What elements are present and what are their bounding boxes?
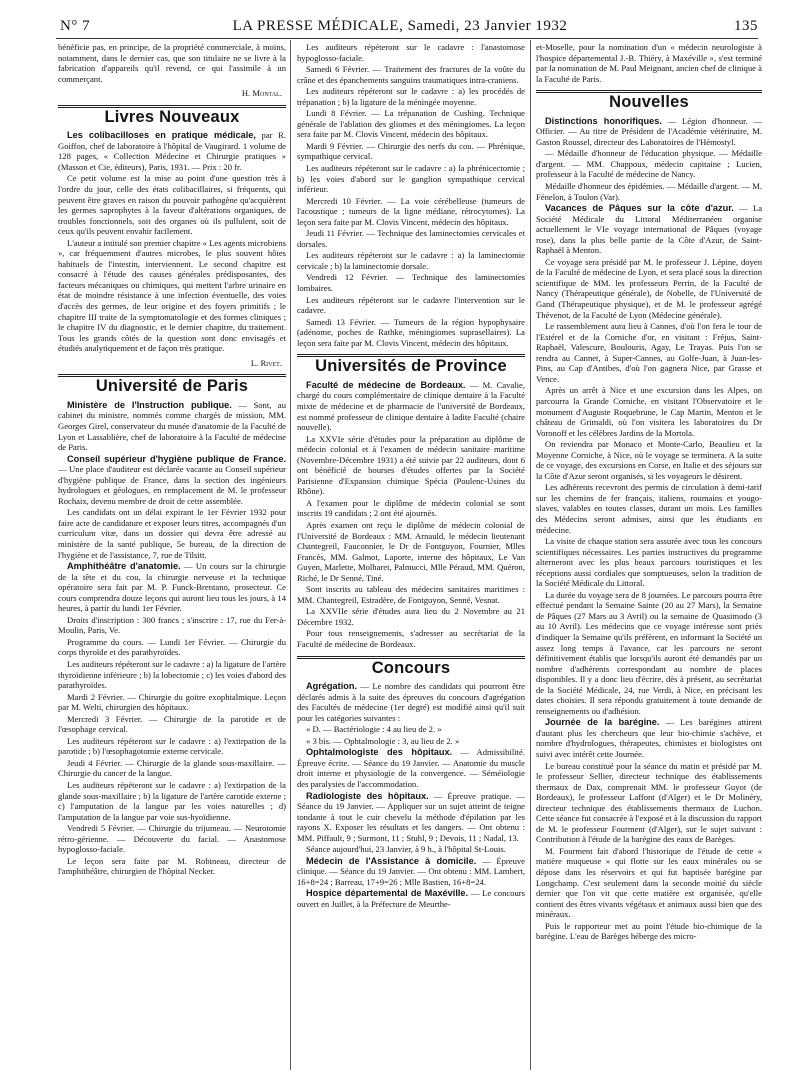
paragraph bbox=[536, 116, 762, 148]
section-title-nouvelles: Nouvelles bbox=[609, 93, 689, 112]
paragraph-text: — Épreuve clinique. — Séance du 19 Janvier. — Ont obtenu : MM. Lambert, 16+8=24 ; Barreau, 17+9=26 ; Mlle Bastien, 16+8=24. bbox=[297, 855, 525, 887]
paragraph-lead: Journée de la barégine. bbox=[545, 717, 660, 728]
paragraph: Les auditeurs répéteront sur le cadavre : a) l'extirpation de la glande sous-maxillaire ; b) la ligature de l'artère carotide externe ; c) l'amputation de la langue par les voies naturelles ; d) l'amputation de la langue par voie sus-hyoïdienne. bbox=[58, 780, 286, 822]
paragraph-lead: Ministère de l'Instruction publique. bbox=[67, 399, 232, 410]
paragraph: « D. — Bactériologie : 4 au lieu de 2. » bbox=[306, 724, 442, 735]
paragraph: et-Moselle, pour la nomination d'un « médecin neurologiste à l'hospice départemental J.-B. Thiéry, à Maxéville », s'est terminé par la nomination de M. Paul Meignant, ancien chef de clinique à la Faculté de Paris. bbox=[536, 42, 762, 84]
paragraph: Les adhérents recevront des permis de circulation à demi-tarif sur les chemins de fer français, italiens, roumains et yougo-slaves, valables en toutes classes, durant un mois. Les familles des Médecins seront admises, ainsi que les étudiants en médecine. bbox=[536, 482, 762, 535]
paragraph: bénéficie pas, en principe, de la propriété commerciale, à moins, notamment, dans le dernier cas, que son titulaire ne se livre à la fabrication d'appareils qu'il revend, ce qui l'assimile à un commerçant. bbox=[58, 42, 286, 84]
paragraph: Le rassemblement aura lieu à Cannes, d'où l'on fera le tour de l'Estérel et de la Corniche d'or, en visitant : Fréjus, Saint-Raphaël, Valescure, Boulouris, Agay, Le Trayas. Puis l'on se rendra au Cannet, à Super-Cannes, au Golfe-Juan, à Juan-les-Pins, au Cap d'Antibes, d'où l'on gagnera Nice, par Grasse et Vence. bbox=[536, 321, 762, 384]
issue-number: N° 7 bbox=[60, 18, 91, 34]
paragraph: Les candidats ont un délai expirant le 1er Février 1932 pour faire acte de candidature et exposer leurs titres, accompagnés d'un curriculum vitæ, dans un dossier qui devra être adressé au ministère de la santé publique, 5e bureau, de la direction de l'hygiène et de l'assistance, 7, rue de Tilsitt. bbox=[58, 507, 286, 560]
column-3 bbox=[536, 42, 762, 1072]
author-signature: H. Montal. bbox=[241, 88, 282, 99]
paragraph bbox=[297, 380, 525, 433]
paragraph: Mercredi 3 Février. — Chirurgie de la parotide et de l'œsophage cervical. bbox=[58, 713, 286, 735]
paragraph: La XXVIIe série d'études aura lieu du 2 Novembre au 21 Décembre 1932. bbox=[297, 606, 525, 627]
paragraph-lead: Conseil supérieur d'hygiène publique de France. bbox=[67, 453, 286, 464]
paragraph bbox=[297, 856, 525, 888]
paragraph-text: — M. Cavalie, chargé du cours complémentaire de clinique dentaire à la Faculté mixte de médecine et de pharmacie de l'université de Bordeaux, est nommé professeur de clinique dentaire à ladite Faculté (chaire nouvelle). bbox=[297, 379, 525, 433]
section-title-concours: Concours bbox=[371, 658, 451, 677]
paragraph-text: — Le nombre des candidats qui pourront être déclarés admis à la suite des épreuves du concours d'agrégation des Facultés de médecine (1er degré) est modifié ainsi qu'il suit pour les catégories suivantes : bbox=[297, 681, 525, 723]
paragraph: Droits d'inscription : 300 francs ; s'inscrire : 17, rue du Fer-à-Moulin, Paris, Ve. bbox=[58, 614, 286, 636]
paragraph: La visite de chaque station sera assurée avec tous les concours scientifiques nécessaires. Les parties instructives du programme alterneront avec les plus beaux parcours touristiques et les réceptions aussi cordiales que somptueuses, selon la tradition de la Société Médicale du Littoral. bbox=[536, 536, 762, 589]
paragraph-text: — Une place d'auditeur est déclarée vacante au Conseil supérieur d'hygiène publique de France, dans la section des ingénieurs hydrologues et géologues, en remplacement de M. le professeur Rochaix, devenu membre de droit de cette assemblée. bbox=[58, 464, 286, 506]
paragraph: Ce petit volume est la mise au point d'une question très à l'ordre du jour, celle des états colibacillaires, si fréquents, qui peuvent être graves en raison du pouvoir pathogène qu'acquièrent les germes saprophytes à la faveur d'altérations organiques, de troubles fonctionnels, soit des organes où ils pullulent, soit de ceux qu'ils peuvent envahir facilement. bbox=[58, 173, 286, 237]
paragraph: Mardi 9 Février. — Chirurgie des nerfs du cou. — Phrénique, sympathique cervical. bbox=[297, 140, 525, 162]
paragraph-lead: Hospice départemental de Maxéville. bbox=[306, 888, 469, 899]
paragraph: Les auditeurs répéteront sur le cadavre : a) la ligature de l'artère thyroïdienne inférieure ; b) la lobectomie ; c) les voies d'abord des parathyroïdes. bbox=[58, 658, 286, 691]
paragraph-text: — Les barégines attirent d'autant plus les chercheurs que leur bio-chimie s'achève, et nombre d'hydrologues, thérapeutes, chimistes et biologistes ont suivi avec intérêt cette Journée. bbox=[536, 717, 762, 759]
author-signature: L. Rivet. bbox=[250, 357, 282, 368]
paragraph: Programme du cours. — Lundi 1er Février. — Chirurgie du corps thyroïde et des parathyroïdes. bbox=[58, 636, 286, 658]
paragraph: Les auditeurs répéteront sur le cadavre : l'anastomose hypoglosso-faciale. bbox=[297, 42, 525, 63]
paragraph: Lundi 8 Février. — La trépanation de Cushing. Technique générale de l'ablation des gliomes et des méningiomes. La leçon sera faite par M. Clovis Vincent, médecin des hôpitaux. bbox=[297, 108, 525, 140]
paragraph bbox=[58, 130, 286, 172]
paragraph: Sont inscrits au tableau des médecins sanitaires maritimes : MM. Chantegreil, Estradère, de Fontguyon, Senné, Vesnat. bbox=[297, 584, 525, 605]
paragraph: Samedi 13 Février. — Tumeurs de la région hypophysaire (adénome, poches de Rathke, méningiomes suprasellaires). La leçon sera faite par M. Clovis Vincent, médecin des hôpitaux. bbox=[297, 316, 525, 348]
section-title-province: Universités de Province bbox=[315, 357, 507, 376]
paragraph bbox=[297, 747, 525, 789]
paragraph bbox=[297, 888, 525, 909]
paragraph: Les auditeurs répéteront sur le cadavre : a) l'extirpation de la parotide ; b) l'œsophagotomie externe cervicale. bbox=[58, 735, 286, 757]
paragraph: Le bureau constitué pour la séance du matin et présidé par M. le professeur Sellier, directeur technique des établissements thermaux de Dax, comprenait MM. le professeur Guyot (de Bordeaux), le professeur Laffont (d'Alger) et le Dr Molinéry, directeur technique des établissements thermaux de Luchon. Cette séance fut consacrée à l'exposé et à la discussion du rapport de M. le professeur Fourment (d'Alger), sur le sujet suivant : Contribution à l'étude de la barégine des eaux de Barèges. bbox=[536, 760, 762, 845]
paragraph-text: — Légion d'honneur. — Officier. — Au titre de Président de l'Académie vétérinaire, M. Gaston Roussel, directeur des Laboratoires de l'Hémostyl. bbox=[536, 115, 762, 147]
paragraph-text: — Admissibilité. Épreuve écrite. — Séance du 19 Janvier. — Anatomie du muscle droit interne et physiologie de la convergence. — Séméiologie des paralysies de l'accommodation. bbox=[297, 747, 525, 789]
paragraph bbox=[536, 203, 762, 256]
paragraph-text: — Un cours sur la chirurgie de la tête et du cou, la chirurgie nerveuse et la technique opératoire sera fait par M. P. Funck-Brentano, prosecteur. Ce cours comprendra douze leçons qui auront lieu tous les jours, à 14 heures, à partir du lundi 1er Février. bbox=[58, 561, 286, 614]
paragraph: La durée du voyage sera de 8 journées. Le parcours pourra être effectué pendant la Semaine Sainte (20 au 27 Mars), la Semaine de Pâques (27 Mars au 3 Avril) ou la semaine de Quasimodo (3 au 10 Avril). Les médecins que ce voyage intéresse sont priés d'indiquer la Semaine qu'ils préfèrent, en informant la Société un assez long temps à l'avance, car les parcours ne seront définitivement établis que lorsqu'ils auront été demandés par un nombre d'adhérents correspondant au nombre de places disponibles. Il y a donc lieu d'écrire, dès à présent, au secrétariat de la Société Médicale, 24, rue Verdi, à Nice, en précisant les dates choisies. Il sera répondu gratuitement à toute demande de renseignements ou d'adhésion. bbox=[536, 589, 762, 716]
paragraph-lead: Les colibacilloses en pratique médicale, bbox=[67, 130, 256, 141]
paragraph-lead: Faculté de médecine de Bordeaux. bbox=[306, 379, 466, 390]
paragraph: Après examen ont reçu le diplôme de médecin colonial de l'Université de Bordeaux : MM. Arnauld, le médecin lieutenant Chantegreil, Fauconnier, le Dr de Fontguyon, Fournier, Mlles Francès, MM. Galmot, Laporte, interne des hôpitaux, Le Van Guyen, Marlette, Molharet, Palmucci, Mlle Péraud, MM. Quéron, Riché, le Dr Senné, Tiné. bbox=[297, 519, 525, 583]
paragraph: Le leçon sera faite par M. Robineau, directeur de l'amphithéâtre, chirurgien de l'hôpital Necker. bbox=[58, 855, 286, 877]
paragraph: Ce voyage sera présidé par M. le professeur J. Lépine, doyen de la Faculté de médecine de Lyon, et sera placé sous la direction scientifique de MM. les professeurs Perrin, de la Faculté de Nancy (Thérapeutique générale), de Nobelle, de l'Université de Gand (Thérapeutique physique), et de M. le professeur agrégé Thévenot, de la Faculté de Lyon (Médecine générale). bbox=[536, 256, 762, 320]
paragraph-text: par R. Goiffon, chef de laboratoire à l'hôpital de Vaugirard. 1 volume de 128 pages, « Collection Médecine et Chirurgie pratiques » (Masson et Cie, éditeurs), Paris, 1931. — Prix : 20 fr. bbox=[58, 130, 286, 172]
paragraph-text: — La Société Médicale du Littoral Méditerranéen organise actuellement le VIe voyage international de Pâques (voyage rose), dans la plus belle partie de la Côte d'Azur, de Saint-Raphaël à Menton. bbox=[536, 203, 762, 256]
paragraph: La XXVIe série d'études pour la préparation au diplôme de médecin colonial et à l'examen de médecin sanitaire maritime (Novembre-Décembre 1931) a été suivie par 22 auditeurs, dont 6 ont bénéficié de bourses d'études offertes par la Société Parisienne d'Expansion chimique Spécia (Poulenc-Usines du Rhône). bbox=[297, 433, 525, 497]
paragraph bbox=[536, 717, 762, 759]
column-separator bbox=[530, 40, 531, 1070]
paragraph bbox=[297, 681, 525, 723]
paragraph: Puis le rapporteur met au point l'étude bio-chimique de la barégine. L'eau de Barèges héberge des micro- bbox=[536, 920, 762, 942]
paragraph: On reviendra par Monaco et Monte-Carlo, Beaulieu et la Moyenne Corniche, à Nice, où le voyage se terminera. A la suite de ce voyage, des excursions en Corse, en Italie et des séjours sur la Côte d'Azur seront organisés, si les voyageurs le désirent. bbox=[536, 439, 762, 481]
section-title-livres: Livres Nouveaux bbox=[104, 107, 240, 126]
paragraph: Médaille d'honneur des épidémies. — Médaille d'argent. — M. Fénelon, à Toulon (Var). bbox=[536, 181, 762, 202]
page-header bbox=[42, 14, 758, 36]
paragraph: Vendredi 5 Février. — Chirurgie du trijumeau. — Neurotomie rétro-gérienne. — Découverte du facial. — Anastomose hypoglosso-faciale. bbox=[58, 823, 286, 855]
paragraph-lead: Distinctions honorifiques. bbox=[545, 115, 662, 126]
paragraph: Jeudi 11 Février. — Technique des laminectomies cervicales et dorsales. bbox=[297, 228, 525, 249]
header-rule bbox=[56, 38, 758, 39]
paragraph bbox=[58, 454, 286, 507]
paragraph: Les auditeurs répéteront sur le cadavre : a) la phrénicectomie ; b) les voies d'abord sur le ganglion sympathique cervical inférieur. bbox=[297, 163, 525, 195]
paragraph-lead: Médecin de l'Assistance à domicile. bbox=[306, 855, 477, 866]
paragraph: Les auditeurs répéteront sur le cadavre l'intervention sur le cadavre. bbox=[297, 294, 525, 316]
paragraph: M. Fourment fait d'abord l'historique de l'étude de cette « matière muqueuse » qui flotte sur les eaux minérales ou se dépose dans les réservoirs et qui fut baptisée barégine par Longchamp. C'est seulement dans la seconde moitié du siècle dernier que l'on vit que cette matière est organisée, qu'elle contient des êtres vivants végétaux et animaux aussi bien que des minéraux. bbox=[536, 845, 762, 920]
paragraph: Les auditeurs répéteront sur le cadavre : a) les procédés de trépanation ; b) la ligature de la méningée moyenne. bbox=[297, 86, 525, 107]
paragraph: Vendredi 12 Février. — Technique des laminectomies lombaires. bbox=[297, 272, 525, 294]
paragraph-lead: Amphithéâtre d'anatomie. bbox=[67, 561, 181, 572]
paragraph-lead: Vacances de Pâques sur la côte d'azur. bbox=[545, 203, 734, 214]
paragraph: Après un arrêt à Nice et une excursion dans les Alpes, on parcourra la Grande Corniche, en visitant l'Observatoire et le monument d'Auguste Roquebrune, le Cap Martin, Menton et le château de Grimaldi, où l'on visitera les laboratoires du Dr Voronoff et les célèbres Jardins de la Mortola. bbox=[536, 385, 762, 438]
paragraph bbox=[58, 561, 286, 614]
column-2 bbox=[297, 42, 525, 1072]
paragraph bbox=[58, 400, 286, 453]
paragraph: Les auditeurs répéteront sur le cadavre : a) la laminectomie cervicale ; b) la laminectomie dorsale. bbox=[297, 250, 525, 271]
paragraph: « 3 bis. — Ophtalmologie : 3, au lieu de 2. » bbox=[306, 735, 460, 746]
paragraph-text: — Épreuve pratique. — Séance du 19 Janvier. — Appliquer sur un sujet atteint de teigne tondante à tout le cuir chevelu la méthode d'épilation par les rayons X. Exposer les résultats et les dangers. — Ont obtenu : MM. Piffault, 9 ; Surmont, 11 ; Stuhl, 9 ; Devois, 11 ; Nadal, 13. bbox=[297, 790, 525, 843]
paragraph: — Médaille d'honneur de l'éducation physique. — Médaille d'argent. — MM. Chappoux, médecin capitaine ; Lucien, professeur à la Faculté de médecine de Nancy. bbox=[536, 148, 762, 180]
paragraph-lead: Radiologiste des hôpitaux. bbox=[306, 790, 429, 801]
paragraph-lead: Ophtalmologiste des hôpitaux. bbox=[306, 747, 453, 758]
paragraph-lead: Agrégation. bbox=[306, 681, 358, 692]
paragraph bbox=[297, 791, 525, 844]
paragraph: Pour tous renseignements, s'adresser au secrétariat de la Faculté de médecine de Bordeaux. bbox=[297, 628, 525, 649]
column-separator bbox=[290, 40, 291, 1070]
paragraph-text: — Sont, au cabinet du ministre, nommés comme chargés de mission, MM. Georges Girel, conservateur du musée d'anatomie de la Faculté de Lyon et Lassablière, chef de laboratoire à la Faculté de médecine de Paris. bbox=[58, 399, 286, 453]
paragraph-text: — Le concours ouvert en Juillet, à la Préfecture de Meurthe- bbox=[297, 888, 525, 910]
paragraph: Mercredi 10 Février. — La voie cérébelleuse (tumeurs de l'acoustique ; tumeurs de la ligne médiane, rétrocytomes). La leçon sera faite par M. Clovis Vincent, médecin des hôpitaux. bbox=[297, 195, 525, 227]
journal-title: LA PRESSE MÉDICALE, Samedi, 23 Janvier 1932 bbox=[232, 18, 568, 34]
paragraph: Samedi 6 Février. — Traitement des fractures de la voûte du crâne et des épanchements sanguins traumatiques intra-craniens. bbox=[297, 64, 525, 85]
paragraph: Mardi 2 Février. — Chirurgie du goitre exophtalmique. Leçon par M. Welti, chirurgien des hôpitaux. bbox=[58, 691, 286, 713]
section-title-paris: Université de Paris bbox=[95, 377, 249, 396]
paragraph: Jeudi 4 Février. — Chirurgie de la glande sous-maxillaire. — Chirurgie du cancer de la langue. bbox=[58, 757, 286, 779]
paragraph: A l'examen pour le diplôme de médecin colonial se sont inscrits 19 candidats ; 2 ont été ajournés. bbox=[297, 497, 525, 519]
column-1 bbox=[58, 42, 286, 1072]
paragraph: Séance aujourd'hui, 23 Janvier, à 9 h., à l'hôpital St-Louis. bbox=[306, 844, 506, 855]
paragraph: L'auteur a intitulé son premier chapitre « Les agents microbiens », car fréquemment d'autres microbes, le plus souvent hôtes habituels de l'intestin, interviennent. Le second chapitre est consacré à l'étude des causes générales prédisposantes, des facteurs mécaniques ou chimiques, qui mettent l'arbre urinaire en état de moindre résistance à une infection éventuelle, des voies d'accès des germes, de leur origine et des foyers primitifs ; le chapitre III traite de la symptomatologie et des formes cliniques ; le chapitre IV du diagnostic, et le dernier chapitre, du traitement. Tous les grands côtés de la question sont donc envisagés et étudiés analytiquement et de façon très pratique. bbox=[58, 237, 286, 354]
page-number: 135 bbox=[734, 18, 758, 34]
